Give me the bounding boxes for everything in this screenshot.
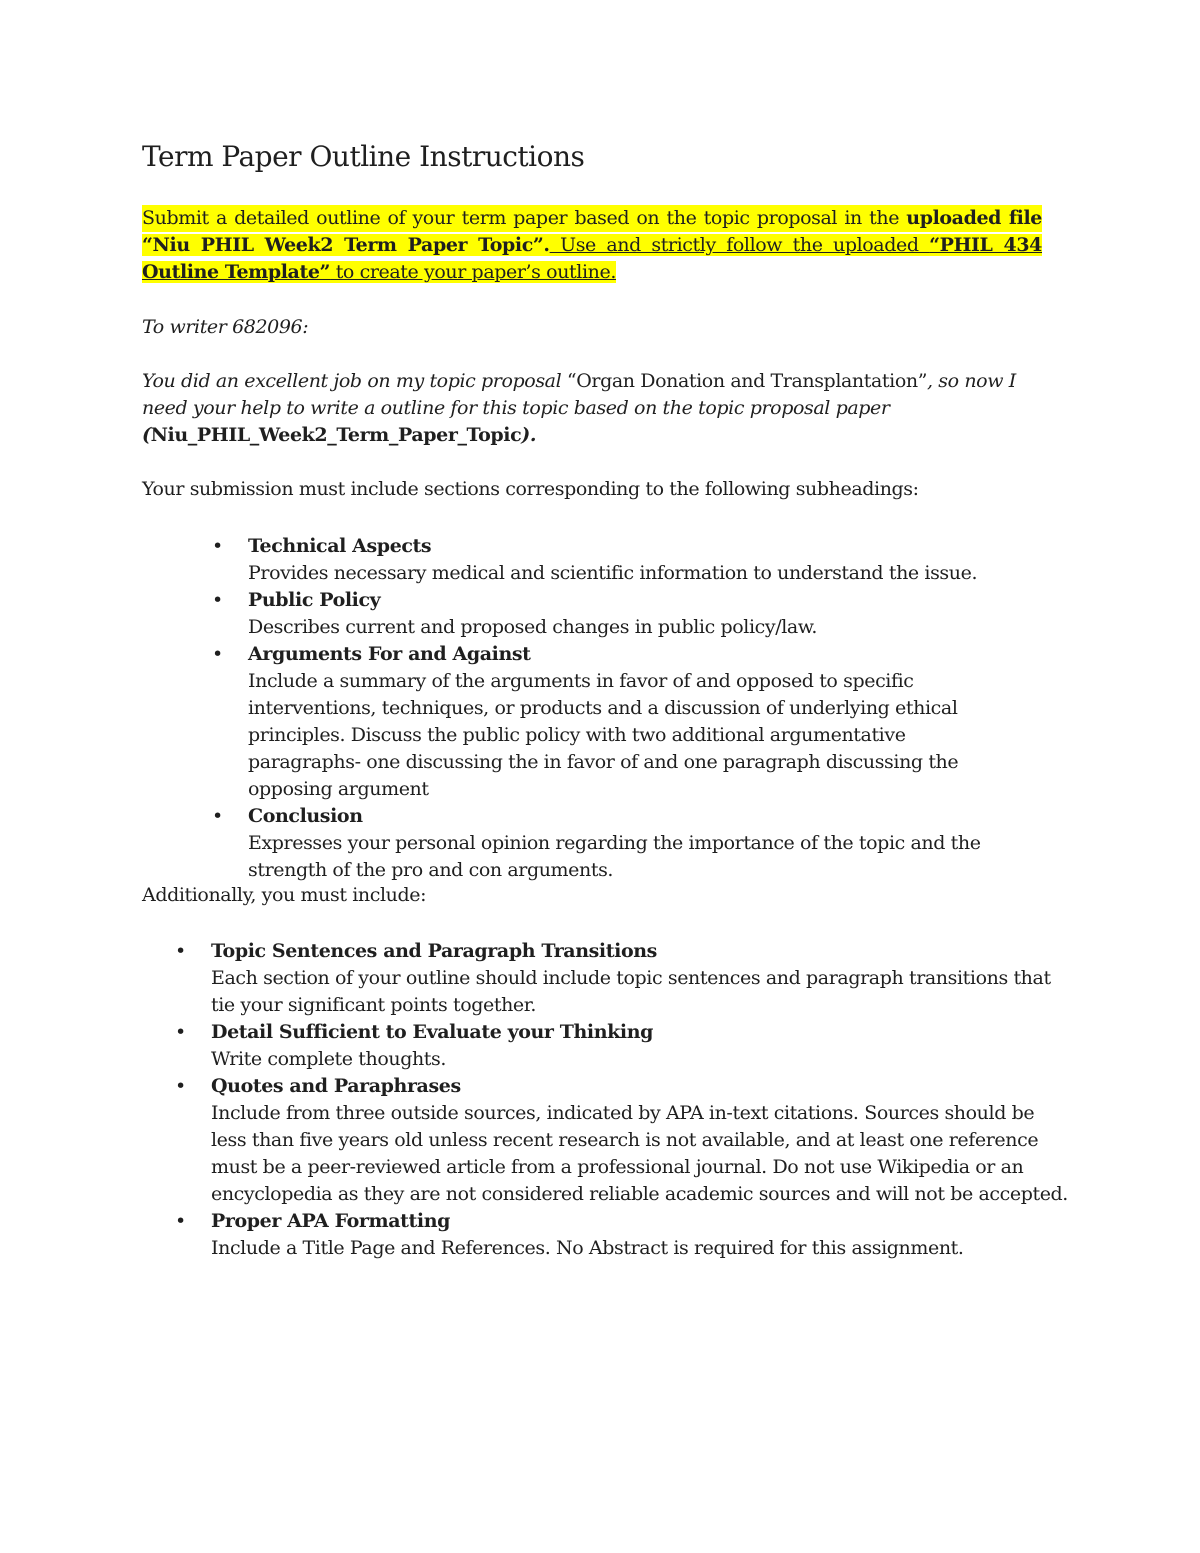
bullet-icon: • [175,1075,186,1097]
list-item-body: Include a Title Page and References. No Abstract is required for this assignment. [211,1237,964,1259]
bullet-icon: • [212,589,223,611]
list-item-title: Arguments For and Against [248,643,531,665]
list-item-body: Write complete thoughts. [211,1048,447,1070]
bullet-icon: • [212,805,223,827]
list-item-body: Provides necessary medical and scientific information to understand the issue. [248,562,978,584]
message-paren-open: ( [142,424,151,446]
list-item [212,803,1012,884]
list-item-body: Each section of your outline should include topic sentences and paragraph transitions that tie your significant points together. [211,967,1051,1016]
list-item-title: Public Policy [248,589,381,611]
subheadings-intro: Your submission must include sections corresponding to the following subheadings: [142,478,919,500]
message-topic-title: “Organ Donation and Transplantation” [566,370,928,392]
list-item-body: Describes current and proposed changes in public policy/law. [248,616,818,638]
list-item [175,1073,1075,1208]
intro-text-3b: to create your paper’s outline. [330,261,616,283]
list-item-title: Topic Sentences and Paragraph Transitions [211,940,657,962]
list-item-body: Expresses your personal opinion regarding the importance of the topic and the strength of the pro and con arguments. [248,832,981,881]
list-item-title: Proper APA Formatting [211,1210,450,1232]
intro-paragraph [142,205,1042,286]
list-item-body: Include from three outside sources, indicated by APA in-text citations. Sources should be less than five years old unless recent research is not available, and at least one reference must be a peer-reviewed article from a professional journal. Do not use Wikipedia or an encyclopedia as they are not considered reliable academic sources and will not be accepted. [211,1102,1068,1205]
list-item [212,533,1012,587]
list-item [175,938,1075,1019]
list-item [175,1208,1075,1262]
intro-text-2b: Use and strictly follow the uploaded [549,234,930,256]
page-title: Term Paper Outline Instructions [142,140,585,173]
subheadings-list [212,533,1012,884]
message-paragraph [142,368,1052,449]
bullet-icon: • [212,643,223,665]
intro-line-2 [142,232,1042,259]
file-name-ref: “Niu PHIL Week2 Term Paper Topic”. [142,234,550,256]
intro-line-1 [142,205,1042,232]
template-name-ref-a: “PHIL 434 [929,234,1042,256]
writer-line: To writer 682096: [142,316,309,338]
bullet-icon: • [175,940,186,962]
bullet-icon: • [175,1021,186,1043]
bullet-icon: • [212,535,223,557]
list-item-title: Conclusion [248,805,363,827]
list-item-title: Quotes and Paraphrases [211,1075,461,1097]
message-file-ref: Niu_PHIL_Week2_Term_Paper_Topic [150,424,522,446]
message-part-1: You did an excellent job on my topic proposal [142,370,567,392]
list-item [175,1019,1075,1073]
additional-list [175,938,1075,1262]
list-item [212,587,1012,641]
intro-text-1a: Submit a detailed outline of your term paper based on the topic proposal in the [142,207,907,229]
list-item-body: Include a summary of the arguments in favor of and opposed to specific interventions, techniques, or products and a discussion of underlying ethical principles. Discuss the public policy with two additional argumentative paragraphs- one discussing the in favor of and one paragraph discussing the opposing argument [248,670,959,800]
list-item-title: Technical Aspects [248,535,432,557]
intro-line-3 [142,259,1042,286]
message-part-3: , so now I need your help to write a outline for this topic based on the topic proposal paper [142,370,1016,419]
additional-intro: Additionally, you must include: [142,884,427,906]
message-paren-close: ). [521,424,537,446]
list-item-title: Detail Sufficient to Evaluate your Thinking [211,1021,654,1043]
template-name-ref-b: Outline Template” [142,261,331,283]
intro-text-1b: uploaded file [906,207,1042,229]
bullet-icon: • [175,1210,186,1232]
list-item [212,641,1012,803]
